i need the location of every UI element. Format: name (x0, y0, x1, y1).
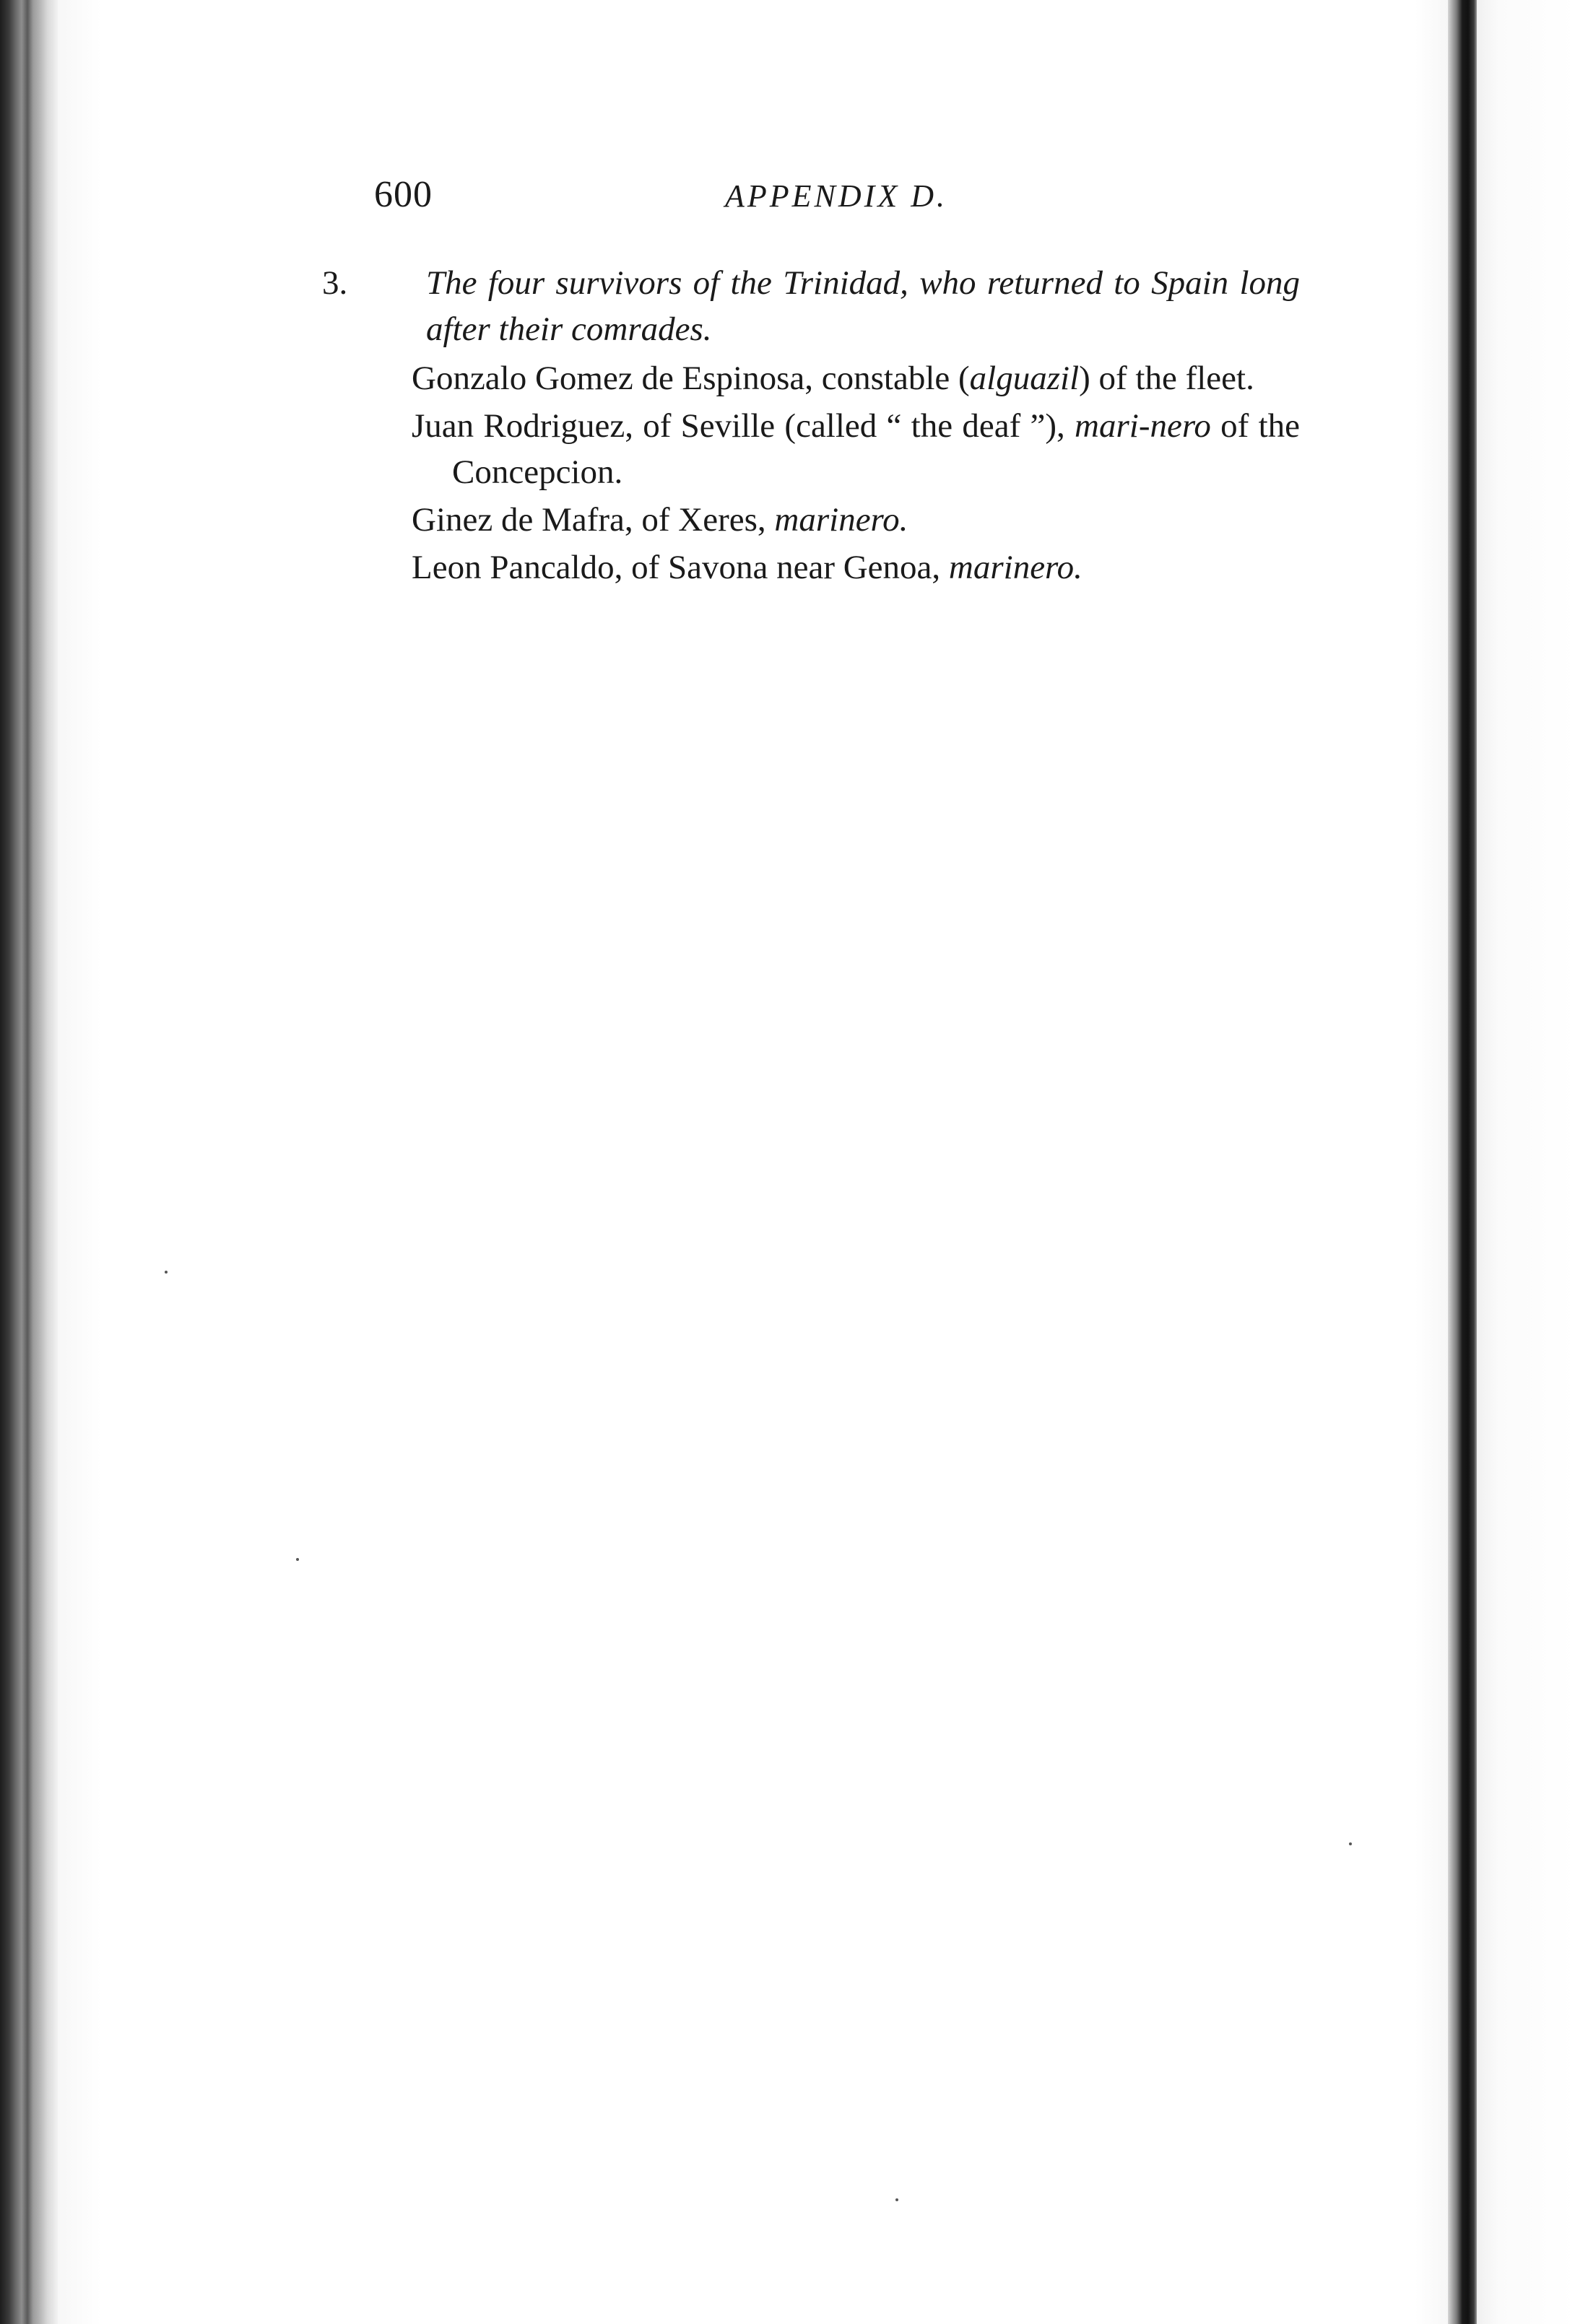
running-head: APPENDIX D. (725, 178, 947, 214)
page-body (322, 260, 1300, 592)
scan-speck (296, 1558, 299, 1561)
page-header (374, 173, 1298, 231)
book-binding-edge (0, 0, 58, 2324)
scan-speck (1349, 1842, 1352, 1845)
scan-speck (895, 2198, 898, 2201)
section-title-line2: Spain long after their comrades. (426, 264, 1300, 348)
italic-term: marinero. (948, 549, 1082, 586)
survivor-list (374, 355, 1300, 591)
section-title-line1: The four survivors of the Trinidad, who returned to (426, 264, 1140, 302)
scan-speck (165, 1271, 168, 1274)
list-item: Ginez de Mafra, of Xeres, marinero. (412, 501, 908, 539)
facing-page-edge (1477, 0, 1575, 2324)
list-item: Leon Pancaldo, of Savona near Genoa, marinero. (412, 549, 1082, 586)
italic-term: marinero. (774, 501, 908, 539)
italic-term: mari-nero (1075, 407, 1211, 445)
list-item: Juan Rodriguez, of Seville (called “ the deaf ”), mari-nero of the Concepcion. (412, 407, 1300, 491)
italic-term: alguazil (969, 360, 1080, 397)
page-number: 600 (374, 174, 433, 215)
list-item: Gonzalo Gomez de Espinosa, constable (alguazil) of the fleet. (412, 360, 1254, 397)
page-gutter-shadow (1448, 0, 1477, 2324)
section-number: 3. (322, 264, 348, 302)
section-heading (322, 260, 1300, 352)
